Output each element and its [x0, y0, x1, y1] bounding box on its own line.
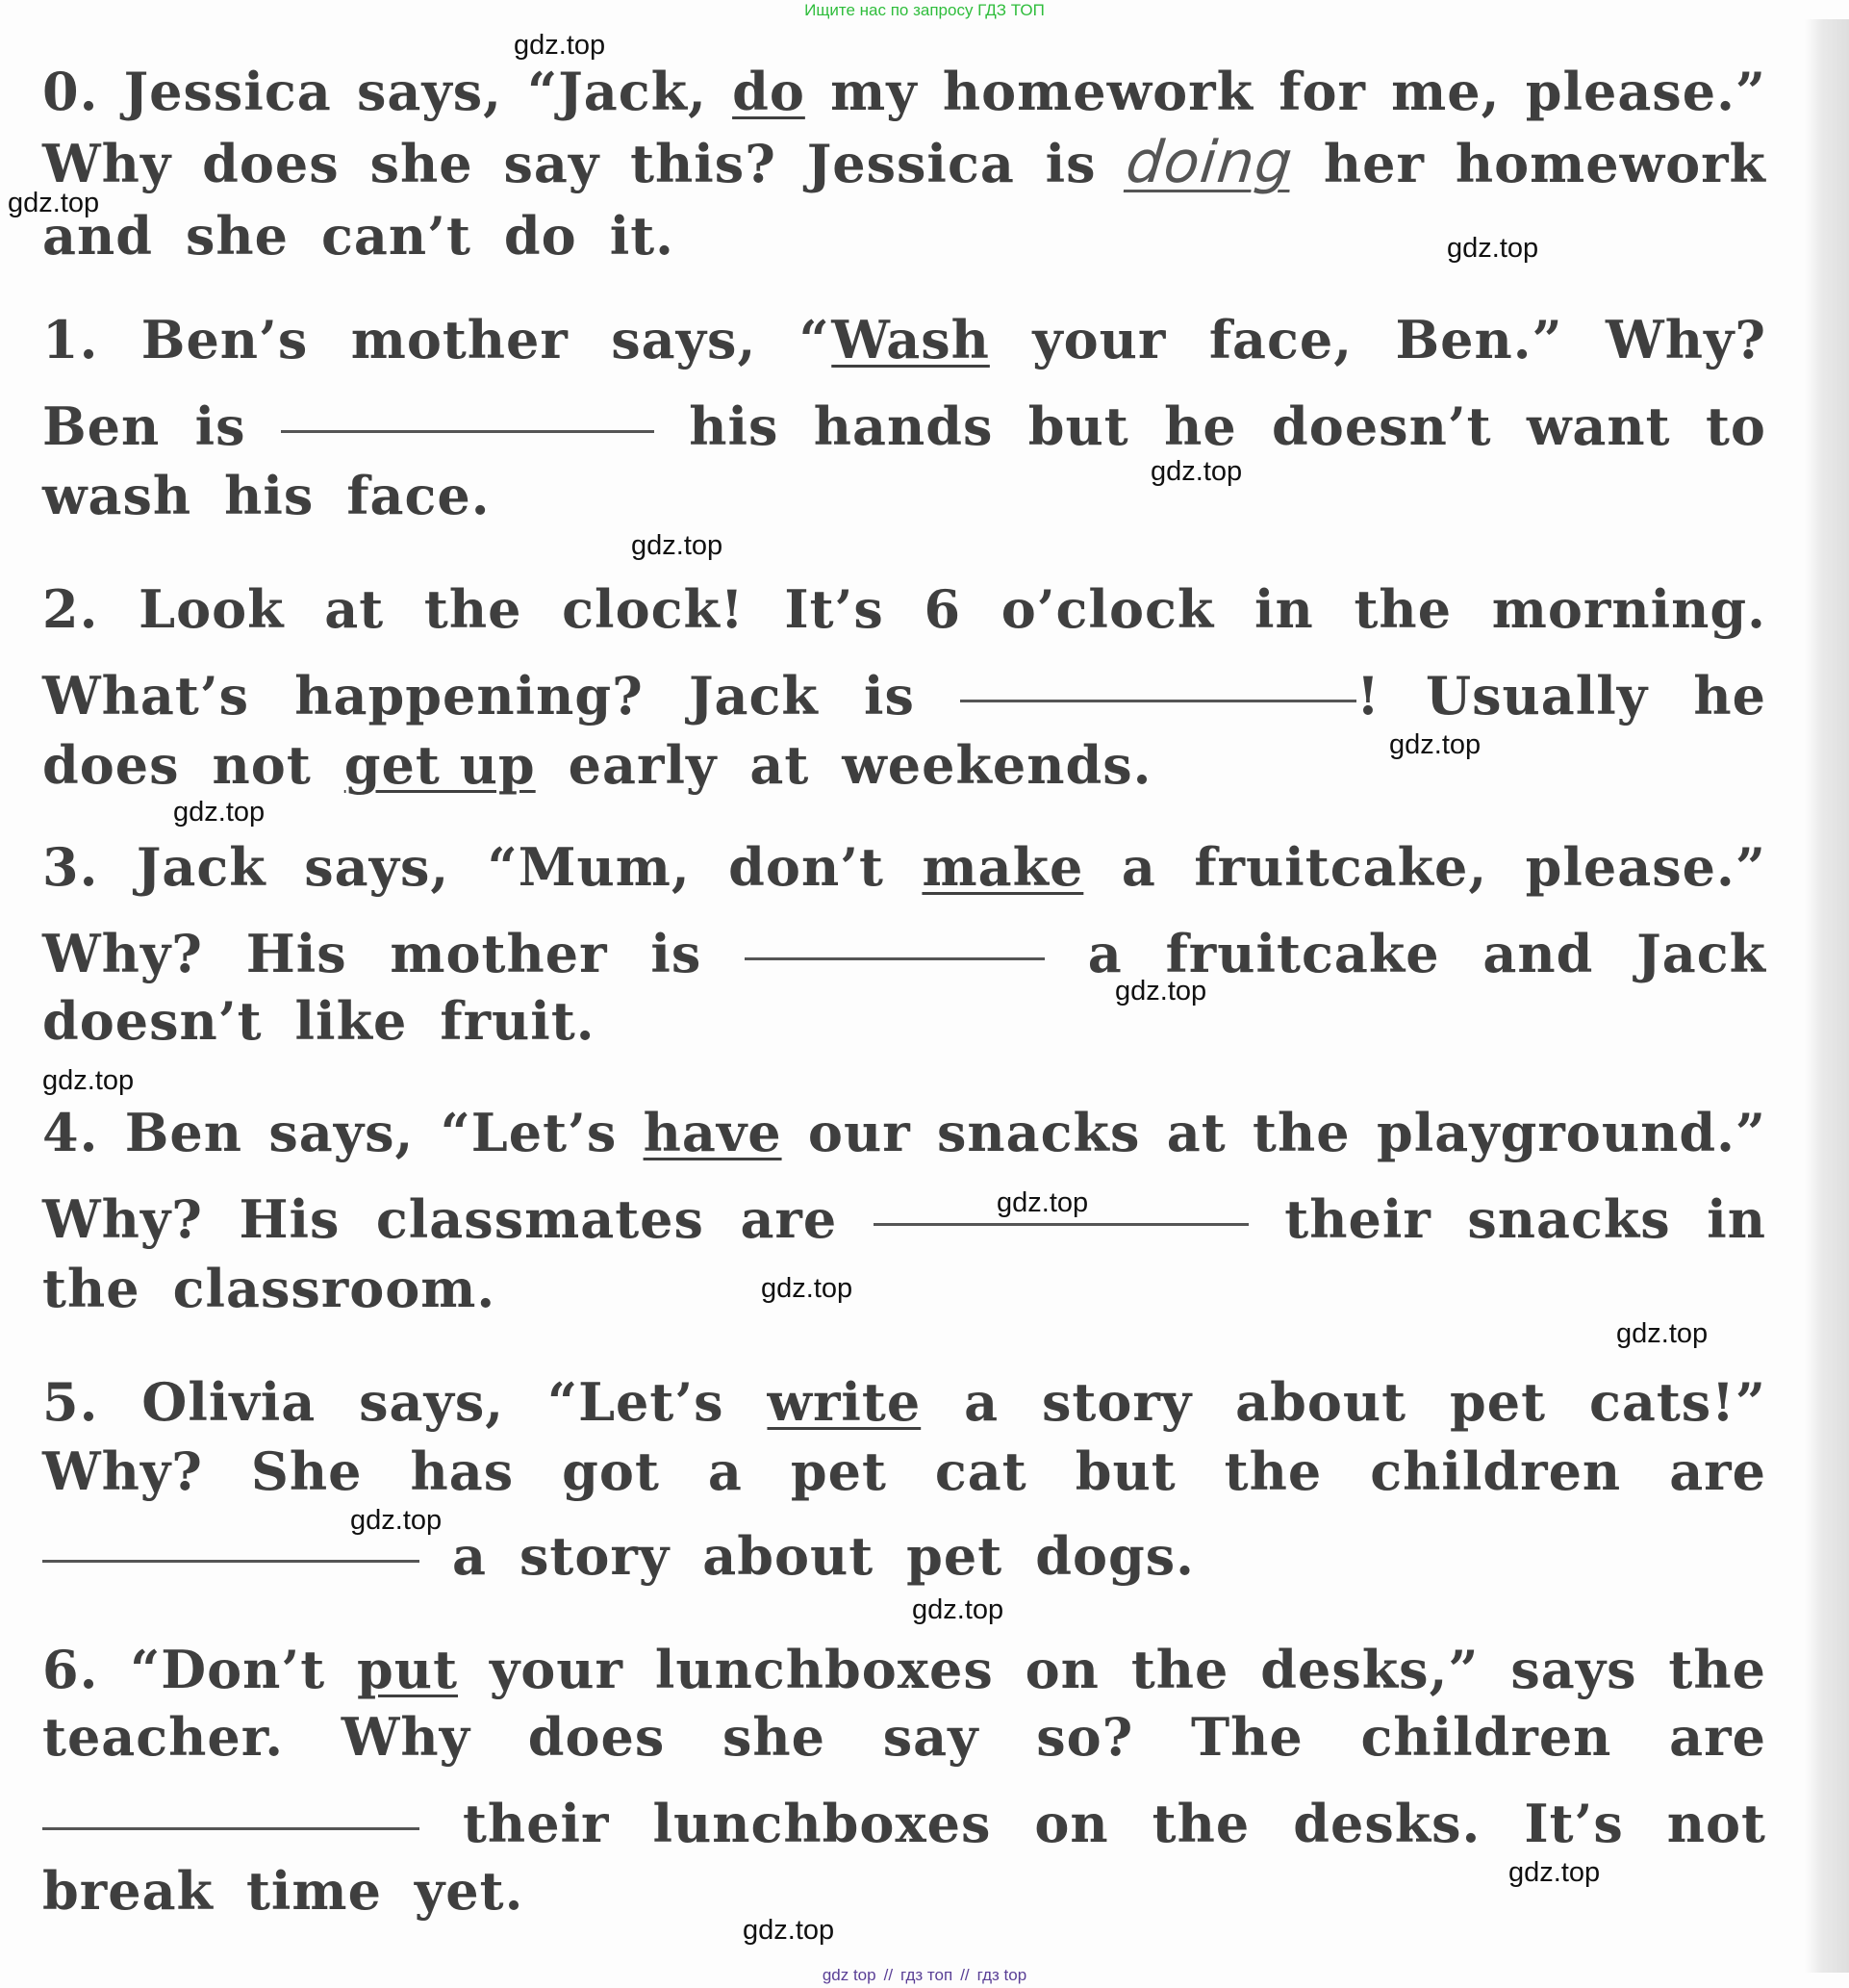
word: Usually: [1426, 665, 1649, 726]
word: the: [42, 1258, 140, 1319]
word: are: [1669, 1440, 1766, 1502]
exercise-3-line-1: [42, 833, 1766, 901]
word: says,: [268, 1102, 415, 1163]
word: Jack: [688, 665, 819, 726]
item-number: 3.: [42, 836, 99, 898]
word: is: [650, 923, 702, 984]
word: Why?: [42, 1188, 203, 1250]
word: Look: [139, 578, 285, 640]
answer-blank-2[interactable]: [960, 700, 1356, 702]
word: our: [807, 1102, 911, 1163]
word: in: [1254, 578, 1314, 640]
word: clock!: [562, 578, 745, 640]
word: break: [42, 1860, 214, 1922]
exercise-5-line-2: [42, 1438, 1766, 1505]
item-number: 0.: [42, 61, 99, 122]
word: Why?: [42, 923, 203, 984]
word: classroom.: [172, 1258, 496, 1319]
exercise-1-line-1: [42, 306, 1766, 373]
underlined-verb: write: [767, 1371, 922, 1433]
underlined-verb: do: [732, 61, 805, 122]
item-number: 2.: [42, 578, 99, 640]
watermark: gdz.top: [514, 30, 606, 61]
watermark: gdz.top: [42, 1065, 135, 1096]
word: It’s: [784, 578, 884, 640]
exercise-2-line-2: [42, 662, 1766, 729]
word: yet.: [414, 1860, 524, 1922]
word: Why: [341, 1706, 471, 1768]
word: His: [239, 1188, 341, 1250]
word: children: [1370, 1440, 1622, 1502]
word: hands: [813, 395, 994, 457]
word: snacks: [1467, 1188, 1671, 1250]
word: your: [1032, 309, 1167, 370]
word: he: [1693, 665, 1766, 726]
exercise-0-line-2: [42, 129, 1766, 197]
word: homework: [1455, 133, 1766, 194]
answer-blank-6[interactable]: [42, 1827, 419, 1830]
word: does: [527, 1706, 666, 1768]
word: the: [1668, 1639, 1766, 1700]
exercise-4-line-2: [42, 1185, 1766, 1253]
word: like: [294, 990, 408, 1052]
word: says,: [304, 836, 450, 898]
word: his: [224, 465, 315, 526]
word: is: [864, 665, 915, 726]
exercise-4-line-1: [42, 1099, 1766, 1166]
word: their: [1284, 1188, 1431, 1250]
watermark: gdz.top: [1115, 976, 1207, 1007]
word: mother: [390, 923, 608, 984]
word: a: [1121, 836, 1156, 898]
item-number: 5.: [42, 1371, 99, 1433]
word: at: [1166, 1102, 1227, 1163]
word: Jack: [136, 836, 266, 898]
word: the: [1224, 1440, 1323, 1502]
word: she: [722, 1706, 826, 1768]
word: the: [1130, 1639, 1229, 1700]
word: desks.: [1293, 1793, 1482, 1854]
word: but: [1075, 1440, 1177, 1502]
word: face.: [346, 465, 491, 526]
watermark: gdz.top: [743, 1915, 835, 1946]
word: a: [1087, 923, 1123, 984]
item-number: 6.: [42, 1639, 99, 1700]
watermark: gdz.top: [1389, 729, 1482, 760]
word: time: [245, 1860, 382, 1922]
watermark: gdz.top: [1447, 233, 1539, 264]
word: children: [1360, 1706, 1612, 1768]
underlined-verb: put: [357, 1639, 459, 1700]
word: pet: [790, 1440, 887, 1502]
word: their: [462, 1793, 610, 1854]
word: her: [1323, 133, 1425, 194]
word: the: [1253, 1102, 1351, 1163]
word: snacks: [937, 1102, 1141, 1163]
word: a: [707, 1440, 743, 1502]
word: o’clock: [1000, 578, 1215, 640]
word: homework: [942, 61, 1254, 122]
word: playground.”: [1376, 1102, 1766, 1163]
exercise-4-line-3: [42, 1255, 1766, 1322]
word: “Jack,: [527, 61, 707, 122]
word: don’t: [728, 836, 884, 898]
word: has: [410, 1440, 515, 1502]
exercise-2-line-1: [42, 575, 1766, 643]
exercise-6-line-2: [42, 1703, 1766, 1771]
word: 6: [924, 578, 962, 640]
word: dogs.: [1035, 1525, 1195, 1587]
word: and: [42, 205, 154, 267]
exclamation-mark: !: [1356, 665, 1380, 726]
footer-links: [0, 1965, 1849, 1986]
word: are: [1669, 1706, 1766, 1768]
word: Olivia: [141, 1371, 317, 1433]
exercise-2-line-3: [42, 731, 1766, 799]
underlined-verb: make: [922, 836, 1084, 898]
word: happening?: [294, 665, 644, 726]
watermark: gdz.top: [1151, 456, 1243, 487]
page-edge-shadow: [1805, 19, 1849, 1973]
word: your: [489, 1639, 623, 1700]
word: please.”: [1525, 836, 1766, 898]
underlined-verb: get up: [343, 734, 536, 796]
word: the: [1152, 1793, 1251, 1854]
underlined-verb: have: [643, 1102, 782, 1163]
exercise-0-line-1: [42, 58, 1766, 125]
word: “Mum,: [487, 836, 691, 898]
open-quote: “: [798, 309, 832, 370]
word: about: [702, 1525, 874, 1587]
word: want: [1526, 395, 1671, 457]
answer-blank-3[interactable]: [745, 957, 1045, 960]
word: weekends.: [842, 734, 1152, 796]
word: fruitcake: [1165, 923, 1440, 984]
word: not: [212, 734, 312, 796]
word: says,: [356, 61, 502, 122]
word: cats!”: [1588, 1371, 1766, 1433]
word: me,: [1391, 61, 1501, 122]
word: cat: [934, 1440, 1027, 1502]
word: “Let’s: [440, 1102, 618, 1163]
watermark: gdz.top: [1508, 1857, 1601, 1888]
word: desks,”: [1260, 1639, 1480, 1700]
watermark: gdz.top: [631, 530, 723, 561]
word: his: [689, 395, 779, 457]
word: face,: [1208, 309, 1354, 370]
top-banner[interactable]: Ищите нас по запросу ГДЗ ТОП: [804, 1, 1045, 19]
word: this?: [630, 133, 776, 194]
word: it.: [609, 205, 674, 267]
word: Why?: [1606, 309, 1766, 370]
word: pet: [1450, 1371, 1547, 1433]
answer-blank-1[interactable]: [281, 430, 654, 433]
word: Ben.”: [1395, 309, 1563, 370]
word: say: [882, 1706, 979, 1768]
word: wash: [42, 465, 192, 526]
word: does: [202, 133, 340, 194]
exercise-6-line-3: [42, 1790, 1766, 1857]
footer-link[interactable]: гдз top: [976, 1966, 1027, 1984]
word: Jessica: [806, 133, 1015, 194]
word: lunchboxes: [654, 1639, 994, 1700]
word: does: [42, 734, 180, 796]
word: please.”: [1525, 61, 1766, 122]
exercise-3-line-2: [42, 920, 1766, 987]
word: do: [503, 205, 577, 267]
word: Why: [42, 133, 172, 194]
word: classmates: [375, 1188, 704, 1250]
word: Ben’s: [140, 309, 309, 370]
word: fruitcake,: [1194, 836, 1488, 898]
word: says: [1510, 1639, 1637, 1700]
word: and: [1482, 923, 1594, 984]
footer-separator: //: [883, 1966, 894, 1984]
word: “Let’s: [547, 1371, 724, 1433]
word: the: [423, 578, 522, 640]
word: Ben: [42, 395, 161, 457]
answer-blank-5[interactable]: [42, 1560, 419, 1563]
word: fruit.: [440, 990, 595, 1052]
word: at: [324, 578, 385, 640]
word: doesn’t: [42, 990, 263, 1052]
word: in: [1707, 1188, 1766, 1250]
watermark: gdz.top: [173, 797, 266, 828]
watermark: gdz.top: [1616, 1318, 1709, 1349]
word: Jessica: [123, 61, 332, 122]
word: about: [1235, 1371, 1407, 1433]
word: is: [194, 395, 246, 457]
word: she: [186, 205, 290, 267]
word: doesn’t: [1272, 395, 1492, 457]
word: on: [1034, 1793, 1109, 1854]
word: the: [1354, 578, 1453, 640]
word: a: [964, 1371, 1000, 1433]
word: story: [1042, 1371, 1193, 1433]
word: “Don’t: [130, 1639, 326, 1700]
underlined-verb: Wash: [831, 309, 990, 370]
word: got: [562, 1440, 660, 1502]
word: can’t: [321, 205, 471, 267]
blank-with-mark: [960, 662, 1380, 729]
word: at: [749, 734, 810, 796]
word: story: [519, 1525, 671, 1587]
watermark: gdz.top: [912, 1594, 1004, 1625]
word: says,: [611, 309, 757, 370]
word: she: [369, 133, 473, 194]
word: Ben: [124, 1102, 242, 1163]
watermark: gdz.top: [8, 188, 100, 218]
word: What’s: [42, 665, 250, 726]
exercise-5-line-1: [42, 1368, 1766, 1436]
word: mother: [350, 309, 569, 370]
item-number: 1.: [42, 309, 99, 370]
example-answer: doing: [1123, 129, 1297, 196]
word: early: [568, 734, 718, 796]
footer-link[interactable]: gdz top: [822, 1966, 876, 1984]
word: is: [1045, 133, 1097, 194]
watermark: gdz.top: [350, 1505, 443, 1536]
exercise-5-line-3: [42, 1522, 1766, 1590]
word: say: [503, 133, 600, 194]
footer-link[interactable]: гдз топ: [900, 1966, 953, 1984]
word: teacher.: [42, 1706, 285, 1768]
answer-blank-4[interactable]: [874, 1223, 1249, 1226]
word: he: [1164, 395, 1237, 457]
item-number: 4.: [42, 1102, 99, 1163]
word: pet: [906, 1525, 1003, 1587]
watermark: gdz.top: [761, 1273, 853, 1304]
exercise-1-line-3: [42, 462, 1766, 529]
word: morning.: [1491, 578, 1766, 640]
quoted-verb: [799, 306, 990, 373]
word: are: [740, 1188, 838, 1250]
word: The: [1190, 1706, 1304, 1768]
word: Why?: [42, 1440, 203, 1502]
word: my: [830, 61, 918, 122]
word: lunchboxes: [652, 1793, 992, 1854]
footer-separator: //: [960, 1966, 970, 1984]
word: so?: [1036, 1706, 1134, 1768]
word: but: [1027, 395, 1129, 457]
word: She: [250, 1440, 363, 1502]
exercise-1-line-2: [42, 393, 1766, 460]
watermark: gdz.top: [997, 1187, 1089, 1218]
exercise-3-line-3: [42, 987, 1766, 1055]
word: a: [452, 1525, 487, 1587]
word: Jack: [1636, 923, 1766, 984]
word: on: [1025, 1639, 1100, 1700]
word: to: [1705, 395, 1766, 457]
word: says,: [359, 1371, 505, 1433]
exercise-6-line-1: [42, 1636, 1766, 1703]
word: not: [1666, 1793, 1766, 1854]
word: It’s: [1524, 1793, 1624, 1854]
word: His: [245, 923, 347, 984]
word: for: [1279, 61, 1366, 122]
